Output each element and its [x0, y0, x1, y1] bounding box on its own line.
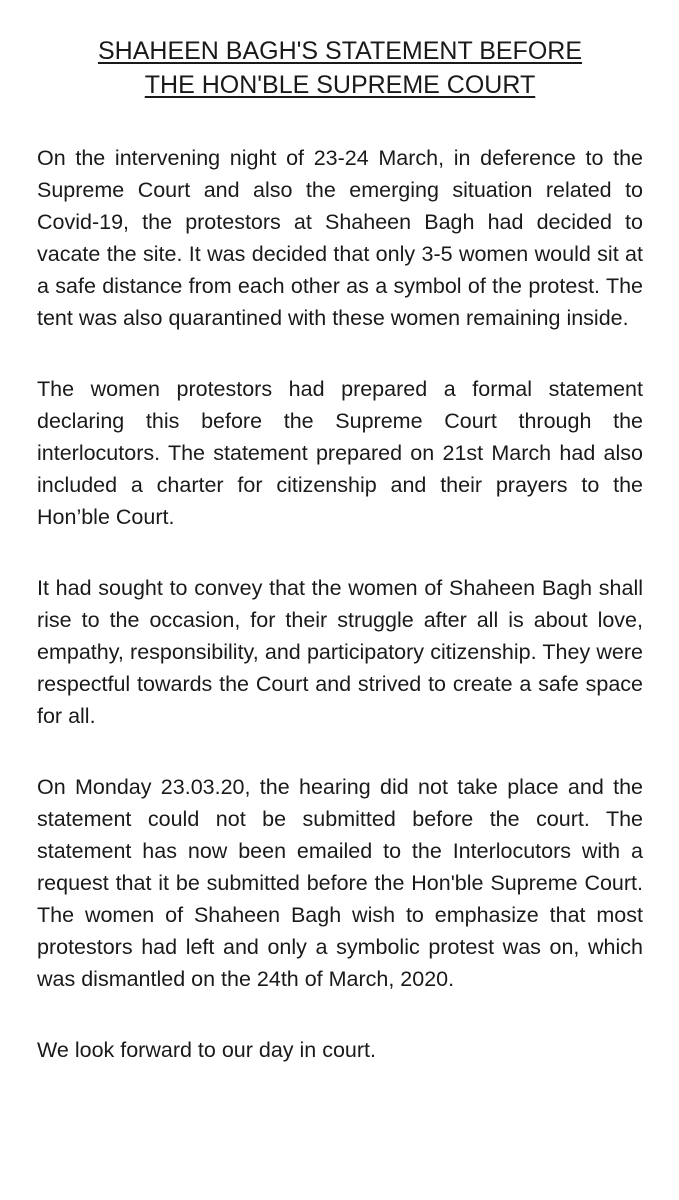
statement-title — [37, 34, 643, 102]
title-line-2: THE HON'BLE SUPREME COURT — [144, 71, 536, 99]
paragraph-closing: We look forward to our day in court. — [37, 1038, 376, 1062]
title-line-1: SHAHEEN BAGH'S STATEMENT BEFORE — [97, 37, 583, 65]
paragraph-vacating-site: On the intervening night of 23-24 March, in deference to the Supreme Court and also the emerging situation related to Covid-19, the protestors at Shaheen Bagh had decided to vacate the site. It was decided that only 3-5 women would sit at a safe distance from each other as a symbol of the protest. The tent was also quarantined with these women remaining inside. — [37, 146, 643, 330]
paragraph-hearing-status: On Monday 23.03.20, the hearing did not take place and the statement could not be submitted before the court. The statement has now been emailed to the Interlocutors with a request that it be submitted before the Hon'ble Supreme Court. The women of Shaheen Bagh wish to emphasize that most protestors had left and only a symbolic protest was on, which was dismantled on the 24th of March, 2020. — [37, 775, 643, 991]
paragraph-convey-message: It had sought to convey that the women of Shaheen Bagh shall rise to the occasion, for their struggle after all is about love, empathy, responsibility, and participatory citizenship. They were respectful towards the Court and strived to create a safe space for all. — [37, 576, 643, 728]
paragraph-formal-statement: The women protestors had prepared a formal statement declaring this before the Supreme Court through the interlocutors. The statement prepared on 21st March had also included a charter for citizenship and their prayers to the Hon’ble Court. — [37, 377, 643, 529]
